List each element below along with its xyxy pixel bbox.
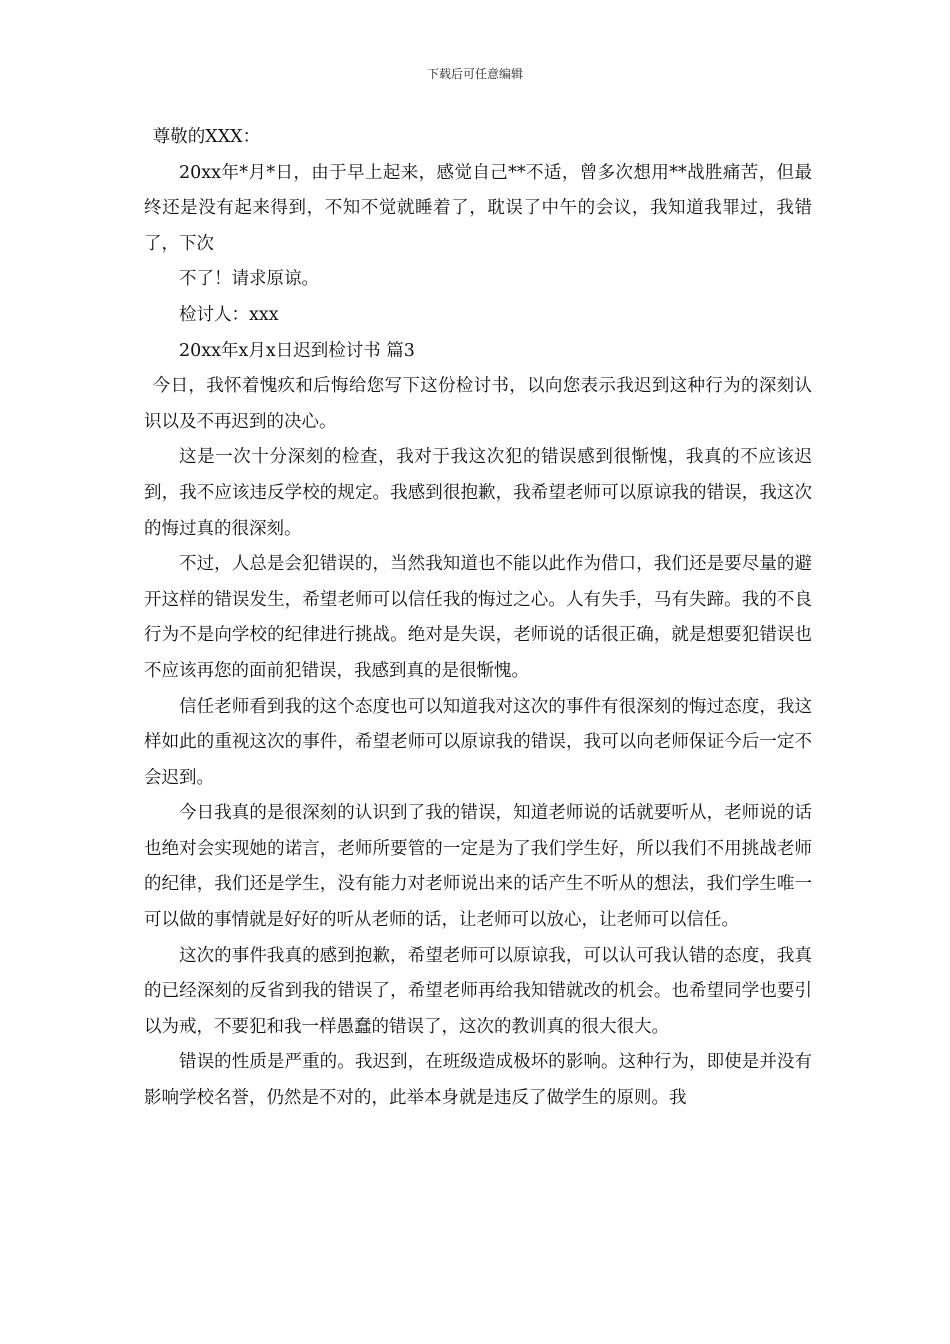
- body-paragraph: 信任老师看到我的这个态度也可以知道我对这次的事件有很深刻的悔过态度，我这样如此的重视这次的事件，希望老师可以原谅我的错误，我可以向老师保证今后一定不会迟到。: [144, 696, 812, 788]
- body-paragraph: 错误的性质是严重的。我迟到，在班级造成极坏的影响。这种行为，即使是并没有影响学校名誉，仍然是不对的，此举本身就是违反了做学生的原则。我: [144, 1052, 812, 1109]
- page-header-note: 下载后可任意编辑: [426, 67, 523, 81]
- signature-line: 检讨人：xxx: [179, 304, 279, 325]
- body-paragraph: 不了！请求原谅。: [179, 269, 319, 290]
- salutation: 尊敬的XXX：: [152, 127, 261, 147]
- body-paragraph: 不过，人总是会犯错误的，当然我知道也不能以此作为借口，我们还是要尽量的避开这样的错误发生，希望老师可以信任我的悔过之心。人有失手，马有失蹄。我的不良行为不是向学校的纪律进行挑战。绝对是失误，老师说的话很正确，就是想要犯错误也不应该再您的面前犯错误，我感到真的是很惭愧。: [144, 554, 812, 681]
- section-heading: 20xx年x月x日迟到检讨书 篇3: [179, 340, 415, 361]
- document-body: [144, 120, 812, 1117]
- body-paragraph: 今日，我怀着愧疚和后悔给您写下这份检讨书，以向您表示我迟到这种行为的深刻认识以及不再迟到的决心。: [144, 376, 812, 432]
- body-paragraph: 这次的事件我真的感到抱歉，希望老师可以原谅我，可以认可我认错的态度，我真的已经深刻的反省到我的错误了，希望老师再给我知错就改的机会。也希望同学也要引以为戒，不要犯和我一样愚蠢的错误了，这次的教训真的很大很大。: [144, 945, 812, 1037]
- body-paragraph: 今日我真的是很深刻的认识到了我的错误，知道老师说的话就要听从，老师说的话也绝对会实现她的诺言，老师所要管的一定是为了我们学生好，所以我们不用挑战老师的纪律，我们还是学生，没有能力对老师说出来的话产生不听从的想法，我们学生唯一可以做的事情就是好好的听从老师的话，让老师可以放心，让老师可以信任。: [144, 803, 812, 931]
- body-paragraph: 这是一次十分深刻的检查，我对于我这次犯的错误感到很惭愧，我真的不应该迟到，我不应该违反学校的规定。我感到很抱歉，我希望老师可以原谅我的错误，我这次的悔过真的很深刻。: [144, 447, 812, 539]
- body-paragraph: 20xx年*月*日，由于早上起来，感觉自己**不适，曾多次想用**战胜痛苦，但最终还是没有起来得到，不知不觉就睡着了，耽误了中午的会议，我知道我罪过，我错了，下次: [144, 162, 812, 254]
